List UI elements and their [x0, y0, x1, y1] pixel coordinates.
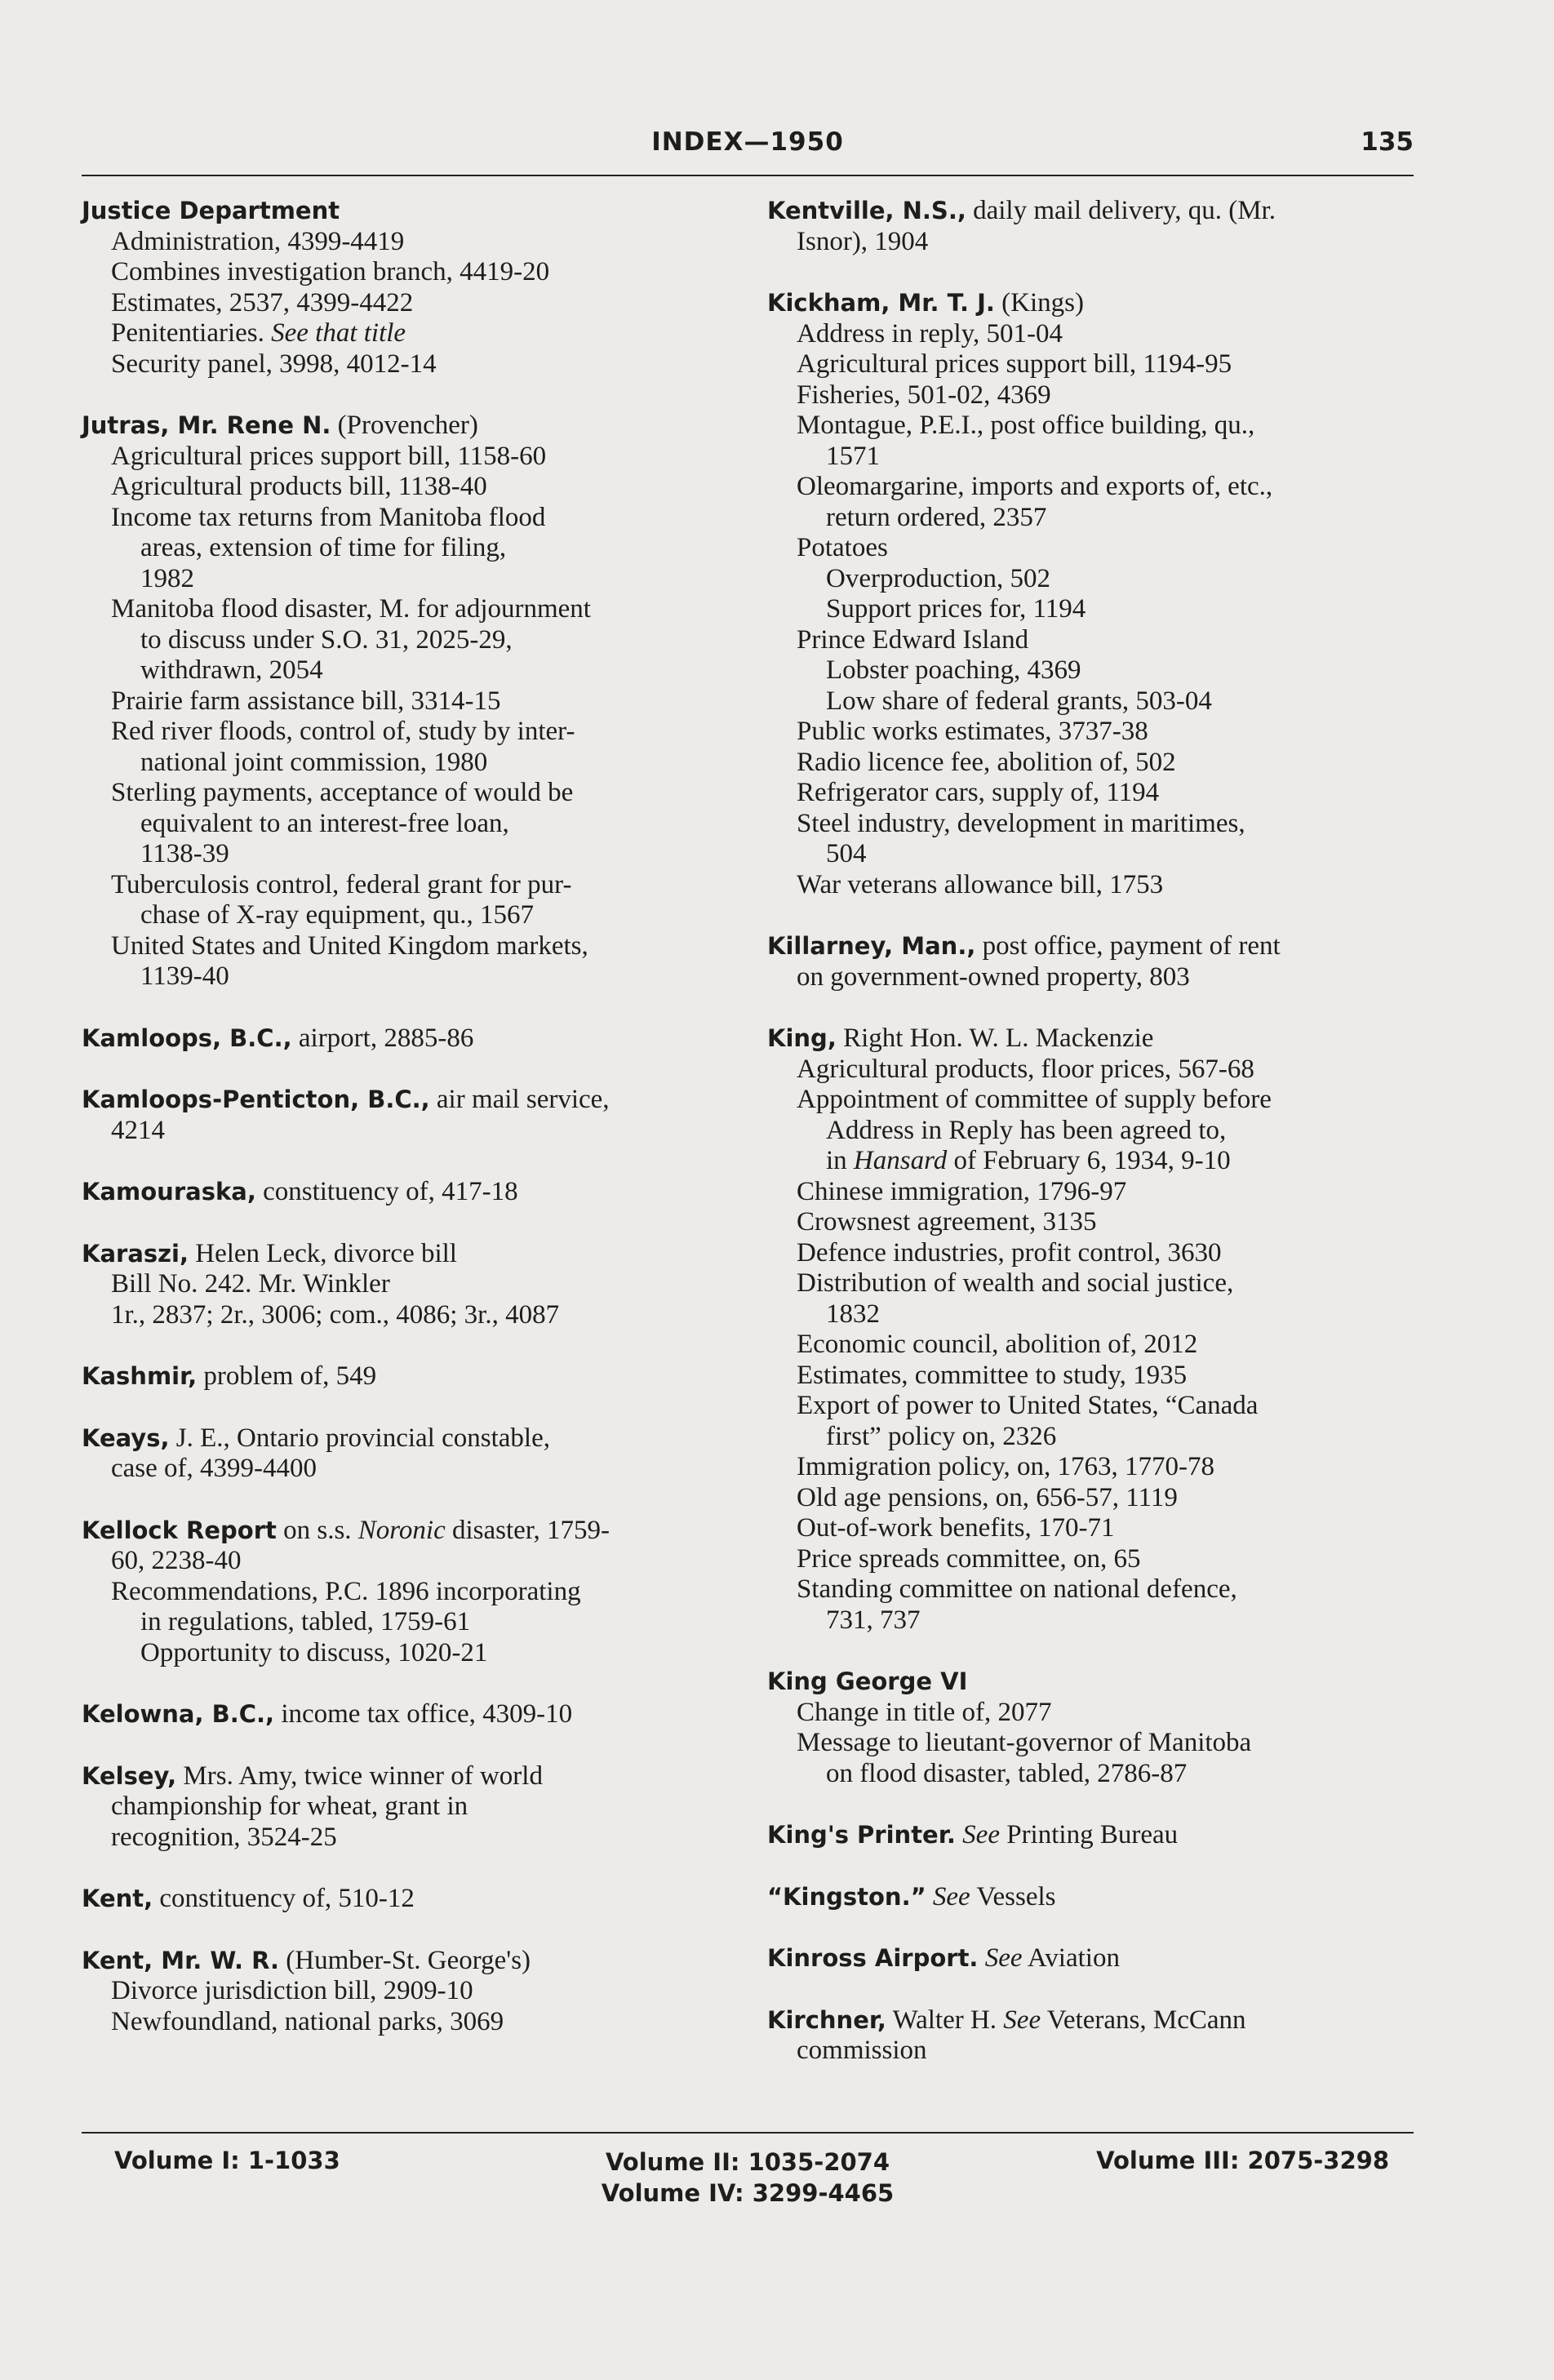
index-entry [82, 1761, 735, 1854]
index-entry [82, 1239, 735, 1331]
subentry-text: Immigration policy, on, 1763, 1770-78 [797, 1452, 1215, 1481]
index-entry [767, 1667, 1420, 1789]
subentry [767, 411, 1420, 442]
subentry-text: Address in reply, 501-04 [797, 318, 1063, 349]
subentry [82, 594, 735, 625]
subentry-continuation: 1982 [140, 563, 194, 593]
subentry-text: Distribution of wealth and social justice, [797, 1268, 1234, 1298]
index-entry [767, 2005, 1420, 2067]
subentry [767, 1055, 1420, 1086]
entry-heading-line [767, 1820, 1420, 1851]
entry-text: income tax office, 4309-10 [274, 1699, 573, 1729]
subentry [767, 686, 1420, 717]
subentry [767, 625, 1420, 656]
entry-heading-line [82, 1361, 735, 1392]
entry-text: problem of, 549 [197, 1361, 377, 1391]
entry-text [926, 1882, 933, 1912]
entry-continuation: recognition, 3524-25 [111, 1822, 337, 1852]
subentry-text: Potatoes [797, 533, 888, 562]
subentry [82, 288, 735, 319]
entry-text: on s.s. [276, 1515, 358, 1545]
entry-heading: King, [767, 1024, 837, 1052]
subentry-text: Estimates, 2537, 4399-4422 [111, 287, 414, 317]
entry-heading-line [82, 411, 735, 442]
subentry-continuation: areas, extension of time for filing, [140, 533, 507, 562]
subentry [767, 778, 1420, 809]
subentry-continuation: withdrawn, 2054 [140, 655, 323, 685]
volume-footer [82, 2132, 1414, 2215]
entry-text: (Kings) [994, 288, 1084, 317]
entry-text: Mrs. Amy, twice winner of world [176, 1761, 543, 1791]
subentry [82, 349, 735, 380]
subentry-continuation: Address in Reply has been agreed to, [826, 1115, 1227, 1145]
volume-1-range: Volume I: 1-1033 [114, 2147, 340, 2174]
subentry [82, 931, 735, 962]
subentry-continuation: chase of X-ray equipment, qu., 1567 [140, 900, 535, 930]
entry-continuation: 60, 2238-40 [111, 1546, 242, 1575]
subentry-text: Low share of federal grants, 503-04 [826, 686, 1212, 716]
index-entry [767, 288, 1420, 900]
subentry [767, 1544, 1420, 1575]
entry-heading-line [767, 1667, 1420, 1698]
entry-heading: Keays, [82, 1423, 170, 1452]
subentry [82, 442, 735, 473]
index-entry [82, 1361, 735, 1392]
subentry [767, 655, 1420, 686]
index-title: INDEX—1950 [651, 127, 844, 157]
subentry-text: Tuberculosis control, federal grant for pur- [111, 869, 572, 899]
entry-heading-line [767, 1023, 1420, 1055]
index-entry [767, 1820, 1420, 1851]
subentry-text: Radio licence fee, abolition of, 502 [797, 747, 1176, 777]
entry-text: air mail service, [429, 1085, 610, 1114]
subentry [767, 1238, 1420, 1269]
subentry [82, 870, 735, 901]
subentry-continuation: 1139-40 [140, 961, 229, 991]
subentry-text: Penitentiaries. [111, 318, 264, 348]
index-entry [82, 1423, 735, 1485]
entry-heading-line [767, 1882, 1420, 1913]
entry-heading-line [767, 1943, 1420, 1974]
page-header [82, 121, 1414, 176]
subentry-text: Bill No. 242. Mr. Winkler [111, 1269, 390, 1299]
subentry-text: Appointment of committee of supply before [797, 1085, 1272, 1114]
entry-heading-line [82, 1085, 735, 1116]
see-reference: See [932, 1881, 970, 1912]
subentry-text: Steel industry, development in maritimes, [797, 808, 1245, 838]
index-entry [82, 1516, 735, 1669]
subentry-text: Standing committee on national defence, [797, 1574, 1237, 1604]
subentry-text: Export of power to United States, “Canada [797, 1391, 1259, 1420]
subentry-text: Crowsnest agreement, 3135 [797, 1207, 1097, 1237]
index-entry [82, 1884, 735, 1915]
index-entry [82, 1946, 735, 2038]
subentry [82, 1300, 735, 1331]
subentry-continuation: equivalent to an interest-free loan, [140, 808, 509, 838]
entry-heading-line [82, 1761, 735, 1792]
entry-heading: Kent, [82, 1885, 153, 1912]
subentry [82, 318, 735, 349]
subentry [767, 1574, 1420, 1605]
entry-heading-line [767, 2005, 1420, 2036]
entry-continuation: Isnor), 1904 [797, 226, 929, 256]
entry-continuation: 4214 [111, 1115, 165, 1145]
subentry-text: Lobster poaching, 4369 [826, 655, 1081, 685]
volume-4-range: Volume IV: 3299-4465 [601, 2179, 895, 2207]
volume-3-range: Volume III: 2075-3298 [1096, 2147, 1389, 2174]
entry-heading: Kelowna, B.C., [82, 1700, 275, 1728]
entry-text: Aviation [1022, 1943, 1120, 1973]
subentry-text: Newfoundland, national parks, 3069 [111, 2006, 504, 2036]
subentry [767, 472, 1420, 503]
subentry-text: Agricultural prices support bill, 1158-60 [111, 441, 547, 471]
subentry [767, 1698, 1420, 1729]
subentry-text: Combines investigation branch, 4419-20 [111, 257, 550, 286]
entry-heading: Justice Department [82, 197, 340, 224]
subentry-text: Montague, P.E.I., post office building, qu., [797, 411, 1255, 440]
entry-text: Right Hon. W. L. Mackenzie [836, 1023, 1154, 1053]
subentry [82, 227, 735, 258]
subentry [82, 257, 735, 288]
index-entry [82, 196, 735, 380]
see-reference: See that title [271, 318, 406, 348]
subentry-text: Agricultural products, floor prices, 567-68 [797, 1054, 1254, 1084]
index-entry [82, 1699, 735, 1730]
entry-text: Helen Leck, divorce bill [189, 1238, 457, 1268]
subentry [82, 2007, 735, 2038]
entry-text: Printing Bureau [999, 1820, 1179, 1849]
subentry [767, 1085, 1420, 1116]
subentry-continuation: on flood disaster, tabled, 2786-87 [826, 1758, 1188, 1788]
subentry-continuation: in Hansard of February 6, 1934, 9-10 [826, 1146, 1231, 1175]
subentry [767, 1728, 1420, 1759]
index-entry [767, 196, 1420, 257]
right-column [767, 196, 1420, 2098]
see-reference: See [984, 1943, 1023, 1973]
entry-heading: Kent, Mr. W. R. [82, 1946, 280, 1974]
entry-heading: Karaszi, [82, 1239, 189, 1268]
index-entry [767, 931, 1420, 992]
subentry-text: Old age pensions, on, 656-57, 1119 [797, 1482, 1178, 1512]
subentry-text: Message to lieutant-governor of Manitoba [797, 1728, 1252, 1757]
entry-heading: Kamouraska, [82, 1178, 256, 1206]
see-reference: See [962, 1820, 1000, 1849]
subentry [82, 717, 735, 748]
entry-text: (Humber-St. George's) [279, 1945, 531, 1975]
subentry-text: Recommendations, P.C. 1896 incorporating [111, 1576, 581, 1606]
entry-text: daily mail delivery, qu. (Mr. [966, 196, 1276, 225]
see-reference: Noronic [357, 1515, 446, 1545]
entry-heading-line [767, 288, 1420, 319]
subentry-text: Agricultural products bill, 1138-40 [111, 472, 487, 501]
subentry [767, 1391, 1420, 1422]
entry-heading-line [82, 1884, 735, 1915]
subentry [82, 503, 735, 534]
subentry [82, 1577, 735, 1608]
entry-heading-line [82, 1239, 735, 1270]
subentry-text: Fisheries, 501-02, 4369 [797, 380, 1051, 410]
subentry-continuation: to discuss under S.O. 31, 2025-29, [140, 624, 513, 655]
subentry [82, 778, 735, 809]
subentry [767, 319, 1420, 350]
subentry-text: Income tax returns from Manitoba flood [111, 502, 546, 532]
subentry [767, 1513, 1420, 1544]
subentry [82, 1976, 735, 2007]
subentry [767, 380, 1420, 411]
index-entry [82, 1085, 735, 1146]
entry-heading-line [767, 931, 1420, 962]
entry-text [978, 1943, 984, 1973]
entry-text: constituency of, 417-18 [255, 1177, 518, 1206]
entry-heading-line [82, 1516, 735, 1547]
entry-text: Vessels [970, 1881, 1056, 1912]
subentry [767, 1330, 1420, 1361]
entry-continuation: commission [797, 2036, 927, 2065]
subentry-text: United States and United Kingdom markets, [111, 930, 588, 961]
subentry-text: Public works estimates, 3737-38 [797, 717, 1148, 746]
entry-heading-line [82, 1699, 735, 1730]
subentry [767, 717, 1420, 748]
subentry [767, 533, 1420, 564]
subentry [82, 472, 735, 503]
subentry-text: Divorce jurisdiction bill, 2909-10 [111, 1976, 473, 2005]
index-entry [767, 1023, 1420, 1636]
subentry [767, 1452, 1420, 1483]
entry-heading: King George VI [767, 1667, 968, 1695]
subentry-continuation: 1571 [826, 441, 880, 471]
subentry-text: Red river floods, control of, study by inter- [111, 717, 575, 746]
subentry [767, 1361, 1420, 1392]
subentry-continuation: in regulations, tabled, 1759-61 [140, 1607, 471, 1636]
page-number: 135 [1361, 127, 1414, 157]
entry-heading-line [82, 1177, 735, 1208]
entry-text: Walter H. [886, 2005, 1004, 2035]
subentry-text: Defence industries, profit control, 3630 [797, 1237, 1222, 1268]
subentry-text: Chinese immigration, 1796-97 [797, 1176, 1127, 1206]
subentry-continuation: return ordered, 2357 [826, 502, 1047, 532]
index-entry [82, 411, 735, 992]
index-entry [82, 1177, 735, 1208]
subentry [767, 1177, 1420, 1208]
entry-heading: Kamloops-Penticton, B.C., [82, 1086, 430, 1113]
subentry-text: Prairie farm assistance bill, 3314-15 [111, 686, 501, 716]
entry-heading: Kentville, N.S., [767, 197, 966, 224]
subentry-text: Price spreads committee, on, 65 [797, 1543, 1141, 1574]
entry-heading: Killarney, Man., [767, 932, 976, 960]
entry-text [956, 1820, 962, 1849]
entry-text: Veterans, McCann [1041, 2005, 1246, 2035]
entry-heading-line [82, 1423, 735, 1454]
entry-text: J. E., Ontario provincial constable, [169, 1423, 550, 1453]
entry-continuation: championship for wheat, grant in [111, 1792, 468, 1821]
subentry [767, 1268, 1420, 1299]
entry-heading-line [82, 1023, 735, 1055]
volume-2-range: Volume II: 1035-2074 [605, 2148, 890, 2176]
entry-heading: King's Printer. [767, 1821, 956, 1849]
entry-text: post office, payment of rent [975, 931, 1281, 961]
entry-continuation: case of, 4399-4400 [111, 1454, 317, 1483]
entry-heading: “Kingston.” [767, 1882, 926, 1911]
subentry-continuation: national joint commission, 1980 [140, 747, 488, 777]
subentry [82, 686, 735, 717]
subentry [82, 1638, 735, 1669]
entry-text: disaster, 1759- [445, 1515, 610, 1545]
entry-heading: Kickham, Mr. T. J. [767, 289, 995, 317]
subentry-text: Sterling payments, acceptance of would be [111, 778, 574, 807]
subentry [767, 564, 1420, 595]
subentry [767, 870, 1420, 901]
subentry-text: Estimates, committee to study, 1935 [797, 1360, 1188, 1390]
subentry-continuation: 504 [826, 839, 867, 868]
subentry [82, 1269, 735, 1300]
subentry-text: Prince Edward Island [797, 624, 1029, 655]
subentry [767, 809, 1420, 840]
entry-heading-line [767, 196, 1420, 227]
subentry-text: Economic council, abolition of, 2012 [797, 1330, 1198, 1359]
index-entry [767, 1882, 1420, 1913]
entry-heading: Kirchner, [767, 2005, 886, 2034]
subentry [767, 594, 1420, 625]
index-entry [767, 1943, 1420, 1974]
subentry-text: Refrigerator cars, supply of, 1194 [797, 778, 1160, 807]
see-reference: See [1003, 2005, 1041, 2035]
subentry-continuation: 1138-39 [140, 839, 229, 868]
entry-text: constituency of, 510-12 [153, 1884, 415, 1913]
entry-text: airport, 2885-86 [291, 1023, 474, 1053]
subentry-continuation: first” policy on, 2326 [826, 1421, 1057, 1451]
entry-text: (Provencher) [331, 411, 478, 440]
subentry [767, 1483, 1420, 1514]
subentry-text: Out-of-work benefits, 170-71 [797, 1513, 1115, 1543]
entry-heading: Kelsey, [82, 1761, 177, 1790]
subentry [767, 1207, 1420, 1238]
entry-heading: Kellock Report [82, 1516, 277, 1544]
subentry-text: War veterans allowance bill, 1753 [797, 869, 1164, 899]
subentry-text: Support prices for, 1194 [826, 594, 1086, 624]
subentry-text: Security panel, 3998, 4012-14 [111, 349, 437, 379]
subentry-text: 1r., 2837; 2r., 3006; com., 4086; 3r., 4087 [111, 1299, 560, 1330]
subentry-continuation: 1832 [826, 1299, 880, 1329]
subentry-continuation: 731, 737 [826, 1605, 921, 1635]
subentry-text: Opportunity to discuss, 1020-21 [140, 1637, 488, 1667]
subentry-text: Change in title of, 2077 [797, 1697, 1052, 1727]
subentry [767, 349, 1420, 380]
entry-heading-line [82, 1946, 735, 1977]
index-entry [82, 1023, 735, 1055]
subentry [767, 748, 1420, 779]
subentry-text: Manitoba flood disaster, M. for adjournment [111, 594, 591, 624]
subentry-text: Overproduction, 502 [826, 563, 1050, 593]
subentry-text: Oleomargarine, imports and exports of, etc., [797, 472, 1273, 501]
entry-heading-line [82, 196, 735, 227]
entry-heading: Kashmir, [82, 1362, 198, 1390]
entry-heading: Jutras, Mr. Rene N. [82, 411, 331, 439]
left-column [82, 196, 735, 2068]
entry-continuation: on government-owned property, 803 [797, 961, 1190, 992]
entry-heading: Kamloops, B.C., [82, 1023, 292, 1052]
subentry-text: Administration, 4399-4419 [111, 226, 405, 256]
entry-heading: Kinross Airport. [767, 1944, 979, 1972]
subentry-text: Agricultural prices support bill, 1194-95 [797, 349, 1232, 379]
